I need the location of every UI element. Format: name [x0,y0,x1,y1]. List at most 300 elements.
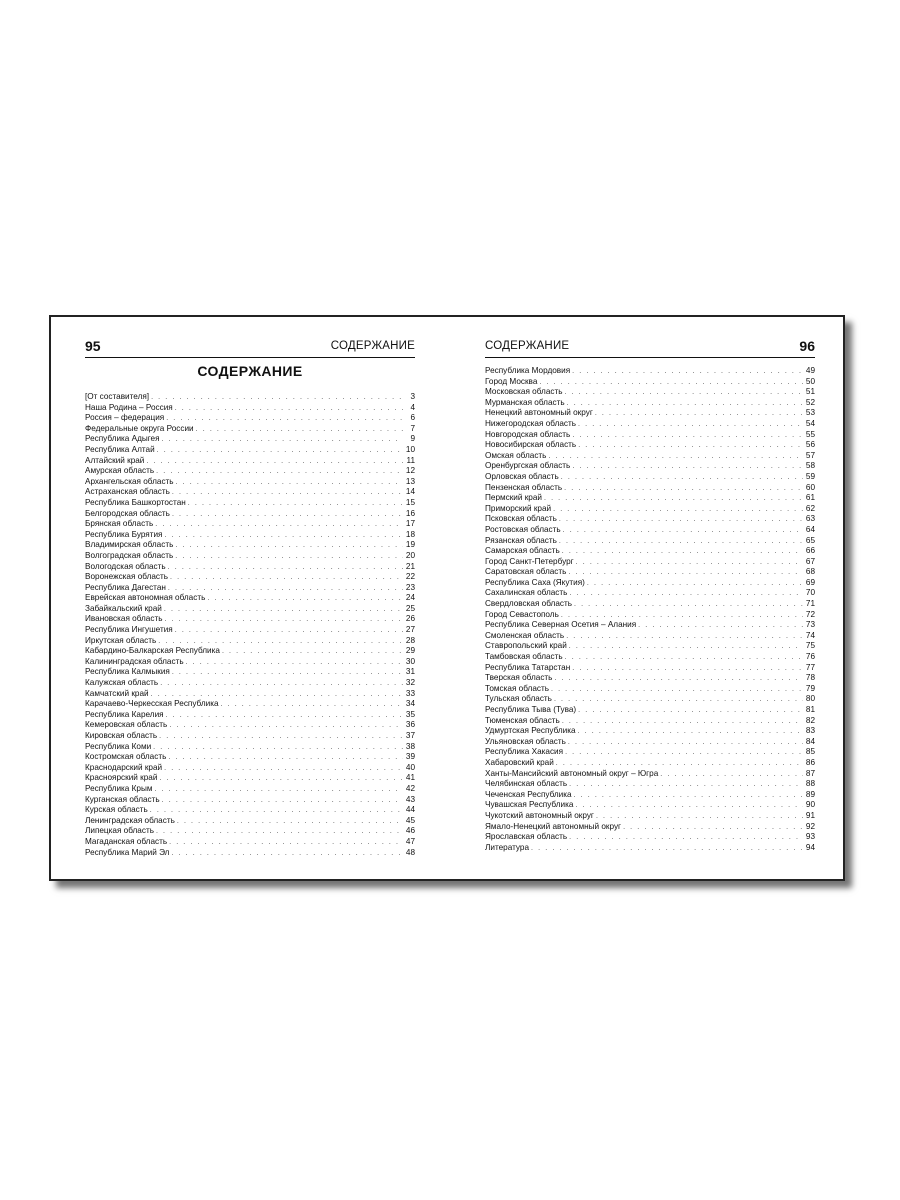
toc-entry [485,567,815,578]
toc-entry [85,403,415,414]
toc-entry-title: Калининградская область [85,656,184,666]
toc-entry [85,795,415,806]
toc-entry [485,461,815,472]
toc-entry-title: Тверская область [485,673,553,683]
dot-leader [565,653,803,664]
dot-leader [222,647,403,658]
toc-entry [485,684,815,695]
toc-entry [85,816,415,827]
toc-entry-page: 12 [405,466,415,476]
toc-entry [485,663,815,674]
toc-entry-title: Волгоградская область [85,550,174,560]
dot-leader [576,558,803,569]
toc-entry-page: 75 [805,641,815,651]
dot-leader [170,573,403,584]
toc-entry-title: Литература [485,842,530,852]
toc-entry-title: Чувашская Республика [485,800,574,810]
toc-entry-page: 93 [805,832,815,842]
toc-entry [485,747,815,758]
page-title: СОДЕРЖАНИЕ [197,363,303,379]
toc-entry-title: Челябинская область [485,779,568,789]
toc-entry-page: 57 [805,450,815,460]
dot-leader [564,388,803,399]
toc-entry [85,487,415,498]
toc-entry-title: Нижегородская область [485,418,577,428]
dot-leader [176,478,403,489]
dot-leader [186,658,403,669]
toc-entry [485,769,815,780]
toc-entry [485,705,815,716]
toc-entry [85,614,415,625]
toc-entry-title: Брянская область [85,519,154,529]
dot-leader [554,695,803,706]
dot-leader [196,425,403,436]
toc-entry-page: 71 [805,599,815,609]
toc-entry-page: 39 [405,752,415,762]
toc-entry-page: 52 [805,397,815,407]
toc-entry-page: 33 [405,688,415,698]
toc-entry-page: 9 [410,434,415,444]
dot-leader [569,833,803,844]
toc-entry-page: 54 [805,418,815,428]
toc-entry-title: Магаданская область [85,836,168,846]
dot-leader [531,844,803,855]
dot-leader [572,367,803,378]
toc-entry [485,822,815,833]
toc-entry [485,546,815,557]
toc-entry-title: Мурманская область [485,397,565,407]
toc-entry-page: 63 [805,514,815,524]
toc-entry [85,773,415,784]
dot-leader [564,484,803,495]
toc-entry [85,530,415,541]
dot-leader [568,568,803,579]
toc-entry-title: Россия – федерация [85,413,165,423]
dot-leader [169,838,403,849]
toc-entry-page: 65 [805,535,815,545]
toc-entry-page: 84 [805,736,815,746]
toc-entry [485,419,815,430]
dot-leader [569,642,803,653]
toc-entry-title: Ульяновская область [485,736,566,746]
toc-entry [85,604,415,615]
book-spread [49,315,845,881]
toc-entry-title: Томская область [485,683,549,693]
toc-list [485,366,815,853]
toc-entry-page: 74 [805,630,815,640]
dot-leader [160,679,403,690]
dot-leader [563,526,803,537]
toc-entry-title: Ненецкий автономный округ [485,408,593,418]
dot-leader [574,791,803,802]
toc-entry-title: Омская область [485,450,547,460]
dot-leader [568,738,803,749]
toc-entry [485,737,815,748]
toc-entry-page: 60 [805,482,815,492]
toc-entry [85,562,415,573]
dot-leader [155,520,403,531]
dot-leader [153,743,403,754]
toc-entry-page: 62 [805,503,815,513]
toc-entry-title: Город Севастополь [485,609,559,619]
toc-entry [85,445,415,456]
toc-entry-title: Республика Алтай [85,444,155,454]
toc-entry [85,784,415,795]
dot-leader [623,823,803,834]
dot-leader [162,435,403,446]
dot-leader [572,462,803,473]
toc-entry-title: Тамбовская область [485,652,563,662]
toc-entry [85,424,415,435]
toc-entry-title: Московская область [485,387,563,397]
toc-entry-page: 48 [405,847,415,857]
toc-entry [485,377,815,388]
toc-entry-title: Чеченская Республика [485,789,572,799]
dot-leader [562,717,803,728]
dot-leader [539,378,803,389]
toc-entry-page: 40 [405,762,415,772]
toc-entry [85,551,415,562]
toc-entry-title: Курганская область [85,794,160,804]
toc-entry [485,800,815,811]
toc-entry-title: Федеральные округа России [85,423,194,433]
toc-entry-page: 66 [805,546,815,556]
dot-leader [207,594,403,605]
toc-entry [85,593,415,604]
toc-entry-title: Архангельская область [85,476,174,486]
toc-entry-title: Ивановская область [85,614,163,624]
toc-entry [485,599,815,610]
toc-entry-title: Карачаево-Черкесская Республика [85,699,219,709]
toc-entry-title: Иркутская область [85,635,157,645]
toc-entry-title: Ярославская область [485,832,568,842]
toc-entry-page: 32 [405,678,415,688]
toc-entry-page: 59 [805,471,815,481]
toc-entry-page: 20 [405,550,415,560]
toc-entry-page: 89 [805,789,815,799]
toc-entry [485,366,815,377]
dot-leader [172,510,403,521]
toc-entry-page: 10 [405,444,415,454]
toc-entry-title: Липецкая область [85,826,154,836]
toc-entry-page: 36 [405,720,415,730]
toc-entry-page: 55 [805,429,815,439]
toc-entry [85,805,415,816]
toc-entry-page: 82 [805,715,815,725]
toc-entry-title: Республика Башкортостан [85,497,186,507]
toc-entry-title: Белгородская область [85,508,170,518]
toc-entry-page: 47 [405,836,415,846]
dot-leader [562,547,803,558]
dot-leader [596,812,803,823]
toc-entry-page: 22 [405,572,415,582]
dot-leader [553,505,803,516]
toc-entry-page: 19 [405,540,415,550]
dot-leader [595,409,803,420]
toc-entry-page: 72 [805,609,815,619]
dot-leader [168,753,403,764]
toc-entry-title: Тульская область [485,694,552,704]
dot-leader [221,700,403,711]
dot-leader [572,431,803,442]
toc-entry-page: 30 [405,656,415,666]
toc-entry [85,583,415,594]
toc-entry-title: Костромская область [85,752,167,762]
toc-entry [85,826,415,837]
toc-entry-title: Новосибирская область [485,440,577,450]
dot-leader [171,849,403,860]
toc-entry-title: Воронежская область [85,572,169,582]
toc-entry-title: Вологодская область [85,561,166,571]
toc-entry [485,557,815,568]
dot-leader [587,579,803,590]
toc-entry-title: Псковская область [485,514,557,524]
toc-entry-title: Республика Саха (Якутия) [485,577,585,587]
dot-leader [572,664,803,675]
toc-entry-title: Владимирская область [85,540,174,550]
running-header-title: СОДЕРЖАНИЕ [485,340,570,352]
toc-entry [485,726,815,737]
dot-leader [566,632,803,643]
toc-entry [485,631,815,642]
dot-leader [559,515,803,526]
toc-entry-page: 46 [405,826,415,836]
toc-entry [485,525,815,536]
toc-entry-page: 27 [405,625,415,635]
toc-entry-page: 91 [805,810,815,820]
toc-entry-page: 85 [805,747,815,757]
toc-entry-page: 83 [805,726,815,736]
toc-entry [85,657,415,668]
dot-leader [559,537,803,548]
toc-entry [485,398,815,409]
toc-entry-page: 29 [405,646,415,656]
toc-entry [485,811,815,822]
toc-entry-title: Удмуртская Республика [485,726,576,736]
toc-entry [485,694,815,705]
toc-entry-title: Ямало-Ненецкий автономный округ [485,821,622,831]
dot-leader [565,748,803,759]
toc-entry-title: Республика Крым [85,783,153,793]
toc-entry [85,519,415,530]
toc-entry-title: Город Санкт-Петербург [485,556,574,566]
page-number: 96 [799,338,815,354]
toc-entry-title: Республика Дагестан [85,582,166,592]
toc-entry-page: 78 [805,673,815,683]
toc-entry-page: 45 [405,815,415,825]
toc-entry [85,466,415,477]
toc-entry-page: 16 [405,508,415,518]
toc-entry-title: Ленинградская область [85,815,175,825]
toc-entry-title: Еврейская автономная область [85,593,206,603]
toc-entry [485,641,815,652]
toc-entry [85,434,415,445]
toc-entry-page: 26 [405,614,415,624]
toc-entry [485,451,815,462]
dot-leader [164,764,403,775]
toc-entry-page: 3 [410,392,415,401]
toc-entry-page: 11 [406,455,415,465]
toc-entry-page: 49 [805,366,815,375]
toc-entry-page: 35 [405,709,415,719]
dot-leader [575,801,803,812]
toc-entry [485,843,815,854]
toc-entry [85,625,415,636]
toc-entry [485,790,815,801]
toc-entry [85,720,415,731]
toc-entry-page: 42 [405,783,415,793]
toc-entry-page: 56 [805,440,815,450]
toc-entry [485,536,815,547]
toc-entry [485,673,815,684]
toc-entry [485,440,815,451]
dot-leader [175,552,403,563]
toc-entry [85,540,415,551]
toc-entry [485,588,815,599]
toc-entry-title: Республика Тыва (Тува) [485,705,577,714]
toc-entry-title: Пермский край [485,493,542,503]
toc-entry [485,514,815,525]
dot-leader [166,711,403,722]
toc-entry-title: Орловская область [485,471,559,481]
toc-entry [485,408,815,419]
running-header [85,339,415,358]
toc-entry [85,509,415,520]
dot-leader [154,785,403,796]
dot-leader [177,817,403,828]
toc-entry [485,758,815,769]
toc-entry [85,572,415,583]
dot-leader [548,452,803,463]
dot-leader [567,399,803,410]
toc-entry [85,731,415,742]
dot-leader [544,494,803,505]
toc-entry-page: 24 [405,593,415,603]
toc-entry-page: 88 [805,779,815,789]
dot-leader [150,806,403,817]
running-header-title: СОДЕРЖАНИЕ [330,340,415,352]
toc-entry-page: 14 [405,487,415,497]
toc-entry-title: Оренбургская область [485,461,571,471]
dot-leader [159,732,403,743]
toc-entry-title: Хабаровский край [485,757,554,767]
toc-entry-page: 80 [805,694,815,704]
toc-entry-title: Алтайский край [85,455,145,465]
dot-leader [164,615,403,626]
toc-entry-page: 61 [805,493,815,503]
toc-entry-page: 90 [805,800,815,810]
toc-entry-title: Республика Татарстан [485,662,571,672]
toc-entry-title: Кабардино-Балкарская Республика [85,646,220,656]
toc-entry [85,477,415,488]
toc-entry-title: Республика Марий Эл [85,847,170,857]
toc-entry-page: 94 [805,842,815,852]
dot-leader [574,600,803,611]
toc-entry-title: Чукотский автономный округ [485,810,594,820]
dot-leader [172,488,403,499]
dot-leader [551,685,803,696]
toc-entry [85,646,415,657]
dot-leader [157,446,403,457]
toc-entry-page: 51 [805,387,815,397]
toc-entry-title: Республика Карелия [85,709,164,719]
toc-entry [485,504,815,515]
toc-entry-page: 73 [805,620,815,630]
dot-leader [164,605,403,616]
toc-entry-title: Самарская область [485,546,560,556]
toc-entry-page: 43 [405,794,415,804]
toc-entry-title: Наша Родина – Россия [85,402,173,412]
toc-entry-page: 38 [405,741,415,751]
toc-entry-page: 64 [805,524,815,534]
toc-entry-title: Забайкальский край [85,603,162,613]
toc-entry [485,832,815,843]
toc-entry-page: 28 [405,635,415,645]
toc-entry-page: 67 [805,556,815,566]
toc-list [85,392,415,858]
dot-leader [164,531,403,542]
toc-entry [85,678,415,689]
toc-entry-page: 4 [410,402,415,412]
toc-entry-page: 86 [805,757,815,767]
toc-entry [485,779,815,790]
toc-entry-page: 58 [805,461,815,471]
right-page [485,317,815,879]
toc-entry-page: 21 [405,561,415,571]
toc-entry-page: 92 [805,821,815,831]
toc-entry [85,413,415,424]
toc-entry-title: Ханты-Мансийский автономный округ – Югра [485,768,659,778]
toc-entry-page: 17 [405,519,415,529]
toc-entry-page: 15 [405,497,415,507]
dot-leader [578,706,803,717]
page-number: 95 [85,338,101,354]
toc-entry-title: Саратовская область [485,567,567,577]
toc-entry-page: 13 [405,476,415,486]
toc-entry [485,430,815,441]
dot-leader [151,393,403,404]
toc-entry [85,837,415,848]
toc-entry-title: Республика Бурятия [85,529,163,539]
dot-leader [569,589,803,600]
toc-entry-page: 44 [405,805,415,815]
toc-entry-page: 68 [805,567,815,577]
toc-entry-title: Кировская область [85,731,158,740]
toc-entry [85,689,415,700]
dot-leader [578,441,803,452]
toc-entry-page: 41 [405,773,415,783]
toc-entry [485,387,815,398]
toc-entry-page: 70 [805,588,815,598]
toc-entry-page: 25 [405,603,415,613]
toc-entry [85,699,415,710]
toc-entry [85,636,415,647]
toc-entry-title: Кемеровская область [85,720,168,730]
toc-entry [85,498,415,509]
toc-entry [485,716,815,727]
dot-leader [159,774,403,785]
dot-leader [162,796,403,807]
toc-entry-title: Республика Мордовия [485,366,571,375]
toc-entry-title: Республика Коми [85,741,152,751]
dot-leader [168,563,403,574]
toc-entry-title: Приморский край [485,503,552,513]
dot-leader [175,626,403,637]
dot-leader [166,414,403,425]
running-header [485,339,815,358]
toc-entry-page: 77 [805,662,815,672]
toc-entry-page: 76 [805,652,815,662]
